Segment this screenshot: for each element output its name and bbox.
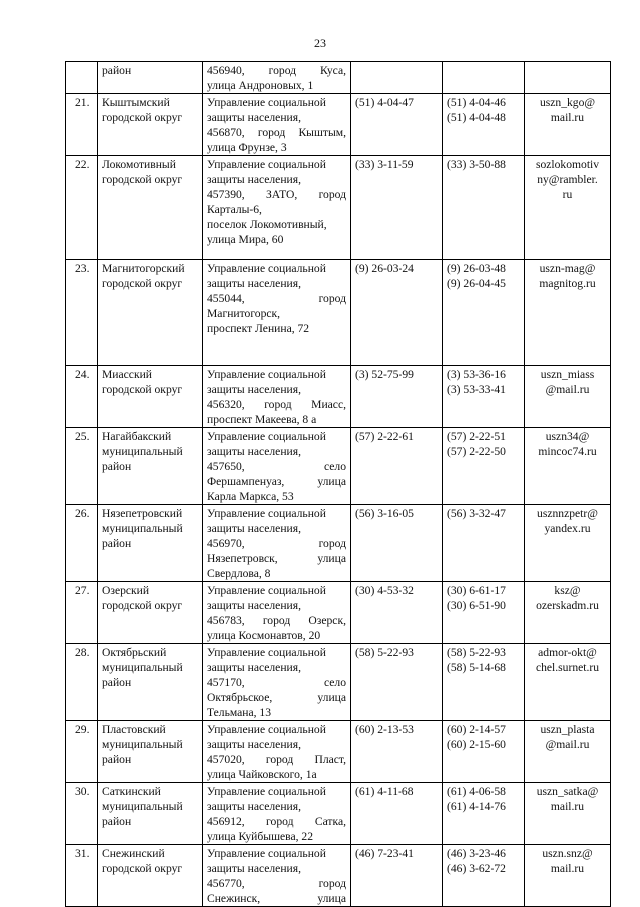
table-row xyxy=(66,582,611,644)
phone-line: (60) 2-13-53 xyxy=(355,723,414,736)
municipality-name-line: район xyxy=(102,537,132,550)
email-line[interactable]: ny@rambler. xyxy=(537,173,598,186)
municipality-name-cell xyxy=(98,62,203,94)
email-line[interactable]: @mail.ru xyxy=(545,738,590,751)
municipality-name-line: муниципальный xyxy=(102,661,183,674)
table-row xyxy=(66,366,611,428)
municipality-name-line: Миасский xyxy=(102,368,152,381)
address-cell xyxy=(203,582,351,644)
row-number: 31. xyxy=(66,845,98,907)
address-line: 456940, город Куса, xyxy=(207,64,346,77)
phone-line: (3) 52-75-99 xyxy=(355,368,414,381)
municipality-name-cell xyxy=(98,428,203,505)
fax-cell xyxy=(443,62,525,94)
municipality-name-line: район xyxy=(102,460,132,473)
municipality-name-line: Саткинский xyxy=(102,785,161,798)
address-line: защиты населения, xyxy=(207,111,301,124)
address-line: Управление социальной xyxy=(207,96,326,109)
phone-cell xyxy=(351,582,443,644)
fax-line: (51) 4-04-46 xyxy=(447,96,506,109)
email-cell xyxy=(525,94,611,156)
municipality-name-line: Октябрьский xyxy=(102,646,167,659)
address-cell xyxy=(203,260,351,366)
address-line: защиты населения, xyxy=(207,445,301,458)
email-line[interactable]: mail.ru xyxy=(550,111,585,124)
email-cell xyxy=(525,783,611,845)
fax-line: (46) 3-62-72 xyxy=(447,862,506,875)
address-line: Управление социальной xyxy=(207,158,326,171)
table-row xyxy=(66,260,611,366)
email-line[interactable]: uszn_satka@ xyxy=(536,785,599,798)
fax-line: (9) 26-03-48 xyxy=(447,262,506,275)
email-line[interactable]: mail.ru xyxy=(550,862,585,875)
fax-line: (57) 2-22-51 xyxy=(447,430,506,443)
address-line: защиты населения, xyxy=(207,522,301,535)
address-line: 457650, село xyxy=(207,460,346,473)
fax-line: (61) 4-06-58 xyxy=(447,785,506,798)
address-line: 456770, город xyxy=(207,877,346,890)
fax-line: (33) 3-50-88 xyxy=(447,158,506,171)
address-line: Свердлова, 8 xyxy=(207,567,271,580)
address-line: Управление социальной xyxy=(207,646,326,659)
municipality-name-line: Нагайбакский xyxy=(102,430,172,443)
page-number: 23 xyxy=(314,36,326,50)
phone-line: (61) 4-11-68 xyxy=(355,785,414,798)
phone-line: (30) 4-53-32 xyxy=(355,584,414,597)
municipality-name-line: муниципальный xyxy=(102,800,183,813)
row-number: 22. xyxy=(66,156,98,260)
address-line: Октябрьское, улица xyxy=(207,691,346,704)
municipality-name-line: Озерский xyxy=(102,584,150,597)
address-line: Магнитогорск, xyxy=(207,307,281,320)
address-line: Управление социальной xyxy=(207,584,326,597)
address-line: Управление социальной xyxy=(207,430,326,443)
email-line[interactable]: yandex.ru xyxy=(544,522,591,535)
municipality-name-cell xyxy=(98,366,203,428)
municipality-name-line: Кыштымский xyxy=(102,96,170,109)
phone-cell xyxy=(351,644,443,721)
municipality-name-cell xyxy=(98,582,203,644)
row-number: 29. xyxy=(66,721,98,783)
email-cell xyxy=(525,644,611,721)
municipality-name-line: городской округ xyxy=(102,111,183,124)
municipality-name-cell xyxy=(98,721,203,783)
municipality-name-cell xyxy=(98,644,203,721)
email-line[interactable]: uszn_plasta xyxy=(540,723,595,736)
phone-cell xyxy=(351,156,443,260)
fax-line: (51) 4-04-48 xyxy=(447,111,506,124)
email-line[interactable]: sozlokomotiv xyxy=(535,158,600,171)
fax-cell xyxy=(443,505,525,582)
address-line: 456970, город xyxy=(207,537,346,550)
address-line: 456912, город Сатка, xyxy=(207,815,346,828)
fax-cell xyxy=(443,366,525,428)
address-line: защиты населения, xyxy=(207,277,301,290)
address-line: Управление социальной xyxy=(207,368,326,381)
address-cell xyxy=(203,644,351,721)
fax-cell xyxy=(443,582,525,644)
email-cell xyxy=(525,582,611,644)
email-line[interactable]: magnitog.ru xyxy=(539,277,596,290)
address-cell xyxy=(203,62,351,94)
fax-line: (3) 53-36-16 xyxy=(447,368,506,381)
address-line: 456783, город Озерск, xyxy=(207,614,346,627)
address-cell xyxy=(203,721,351,783)
fax-line: (30) 6-61-17 xyxy=(447,584,506,597)
address-line: Управление социальной xyxy=(207,723,326,736)
fax-cell xyxy=(443,644,525,721)
municipality-name-line: муниципальный xyxy=(102,522,183,535)
email-line[interactable]: mincoc74.ru xyxy=(538,445,597,458)
address-cell xyxy=(203,428,351,505)
email-line[interactable]: ru xyxy=(562,188,573,201)
phone-line: (56) 3-16-05 xyxy=(355,507,414,520)
table-row xyxy=(66,505,611,582)
address-line: Управление социальной xyxy=(207,507,326,520)
fax-cell xyxy=(443,721,525,783)
table-row xyxy=(66,62,611,94)
address-line: проспект Ленина, 72 xyxy=(207,322,310,335)
municipality-name-cell xyxy=(98,260,203,366)
municipality-name-line: район xyxy=(102,815,132,828)
email-line[interactable]: usznnzpetr@ xyxy=(537,507,598,520)
address-line: Карталы-6, xyxy=(207,203,262,216)
email-line[interactable]: uszn-mag@ xyxy=(539,262,596,275)
email-line[interactable]: uszn34@ xyxy=(545,430,590,443)
municipality-name-line: муниципальный xyxy=(102,738,183,751)
address-line: 457390, ЗАТО, город xyxy=(207,188,346,201)
table-row xyxy=(66,428,611,505)
phone-line: (57) 2-22-61 xyxy=(355,430,414,443)
municipality-name-cell xyxy=(98,845,203,907)
email-cell xyxy=(525,721,611,783)
row-number: 26. xyxy=(66,505,98,582)
address-line: защиты населения, xyxy=(207,862,301,875)
phone-line: (33) 3-11-59 xyxy=(355,158,414,171)
email-cell xyxy=(525,156,611,260)
email-cell xyxy=(525,62,611,94)
municipality-name-line: городской округ xyxy=(102,277,183,290)
fax-line: (58) 5-22-93 xyxy=(447,646,506,659)
table-body xyxy=(66,62,611,907)
municipality-name-line: городской округ xyxy=(102,383,183,396)
address-line: Управление социальной xyxy=(207,262,326,275)
address-line: защиты населения, xyxy=(207,383,301,396)
address-line: улица Чайковского, 1а xyxy=(207,768,317,781)
phone-cell xyxy=(351,783,443,845)
municipality-name-line: Магнитогорский xyxy=(102,262,185,275)
fax-line: (46) 3-23-46 xyxy=(447,847,506,860)
email-line[interactable]: chel.surnet.ru xyxy=(535,661,600,674)
municipality-name-line: городской округ xyxy=(102,862,183,875)
table-row xyxy=(66,156,611,260)
fax-line: (60) 2-14-57 xyxy=(447,723,506,736)
phone-cell xyxy=(351,366,443,428)
fax-line: (61) 4-14-76 xyxy=(447,800,506,813)
address-line: Карла Маркса, 53 xyxy=(207,490,294,503)
address-line: улица Андроновых, 1 xyxy=(207,79,314,92)
address-line: Управление социальной xyxy=(207,847,326,860)
municipality-name-cell xyxy=(98,156,203,260)
row-number: 24. xyxy=(66,366,98,428)
fax-line: (60) 2-15-60 xyxy=(447,738,506,751)
fax-cell xyxy=(443,156,525,260)
email-line[interactable]: @mail.ru xyxy=(545,383,590,396)
email-line[interactable]: uszn_miass xyxy=(540,368,595,381)
address-line: 455044, город xyxy=(207,292,346,305)
phone-cell xyxy=(351,428,443,505)
municipality-name-line: Локомотивный xyxy=(102,158,176,171)
table-row xyxy=(66,721,611,783)
fax-cell xyxy=(443,845,525,907)
municipality-name-cell xyxy=(98,505,203,582)
municipality-name-line: район xyxy=(102,676,132,689)
fax-line: (3) 53-33-41 xyxy=(447,383,506,396)
address-cell xyxy=(203,845,351,907)
table-row xyxy=(66,783,611,845)
row-number: 23. xyxy=(66,260,98,366)
municipality-name-line: Снежинский xyxy=(102,847,165,860)
fax-line: (56) 3-32-47 xyxy=(447,507,506,520)
address-line: 457020, город Пласт, xyxy=(207,753,346,766)
address-line: 456320, город Миасс, xyxy=(207,398,346,411)
email-cell xyxy=(525,845,611,907)
address-line: Нязепетровск, улица xyxy=(207,552,346,565)
phone-cell xyxy=(351,260,443,366)
row-number xyxy=(66,62,98,94)
address-cell xyxy=(203,505,351,582)
fax-cell xyxy=(443,260,525,366)
address-line: защиты населения, xyxy=(207,599,301,612)
address-line: проспект Макеева, 8 а xyxy=(207,413,317,426)
row-number: 27. xyxy=(66,582,98,644)
address-cell xyxy=(203,156,351,260)
address-line: улица Космонавтов, 20 xyxy=(207,629,321,642)
phone-cell xyxy=(351,94,443,156)
address-line: Управление социальной xyxy=(207,785,326,798)
address-line: защиты населения, xyxy=(207,173,301,186)
email-cell xyxy=(525,428,611,505)
email-line[interactable]: ozerskadm.ru xyxy=(536,599,599,612)
phone-cell xyxy=(351,721,443,783)
table-row xyxy=(66,94,611,156)
fax-cell xyxy=(443,783,525,845)
table-row xyxy=(66,644,611,721)
phone-cell xyxy=(351,505,443,582)
row-number: 25. xyxy=(66,428,98,505)
address-cell xyxy=(203,94,351,156)
municipality-name-line: Нязепетровский xyxy=(102,507,183,520)
address-cell xyxy=(203,783,351,845)
address-line: защиты населения, xyxy=(207,800,301,813)
address-line: защиты населения, xyxy=(207,738,301,751)
phone-line: (46) 7-23-41 xyxy=(355,847,414,860)
email-cell xyxy=(525,366,611,428)
phone-line: (9) 26-03-24 xyxy=(355,262,414,275)
fax-cell xyxy=(443,428,525,505)
address-line: защиты населения, xyxy=(207,661,301,674)
fax-line: (57) 2-22-50 xyxy=(447,445,506,458)
email-line[interactable]: ksz@ xyxy=(554,584,581,597)
table-row xyxy=(66,845,611,907)
social-protection-directory-table xyxy=(65,61,611,907)
email-line[interactable]: uszn_kgo@ xyxy=(539,96,596,109)
phone-line: (51) 4-04-47 xyxy=(355,96,414,109)
address-line: Тельмана, 13 xyxy=(207,706,272,719)
row-number: 21. xyxy=(66,94,98,156)
email-line[interactable]: uszn.snz@ xyxy=(542,847,593,860)
address-line: улица Куйбышева, 22 xyxy=(207,830,314,843)
municipality-name-line: район xyxy=(102,64,132,77)
fax-line: (9) 26-04-45 xyxy=(447,277,506,290)
email-cell xyxy=(525,505,611,582)
phone-cell xyxy=(351,62,443,94)
address-line: 456870, город Кыштым, xyxy=(207,126,346,139)
address-line: Снежинск, улица xyxy=(207,892,346,905)
address-line: поселок Локомотивный, xyxy=(207,218,327,231)
municipality-name-line: городской округ xyxy=(102,599,183,612)
email-cell xyxy=(525,260,611,366)
municipality-name-line: муниципальный xyxy=(102,445,183,458)
phone-cell xyxy=(351,845,443,907)
fax-line: (58) 5-14-68 xyxy=(447,661,506,674)
municipality-name-line: район xyxy=(102,753,132,766)
address-line: Фершампенуаз, улица xyxy=(207,475,346,488)
municipality-name-line: Пластовский xyxy=(102,723,166,736)
municipality-name-line: городской округ xyxy=(102,173,183,186)
fax-line: (30) 6-51-90 xyxy=(447,599,506,612)
phone-line: (58) 5-22-93 xyxy=(355,646,414,659)
municipality-name-cell xyxy=(98,94,203,156)
email-line[interactable]: admor-okt@ xyxy=(538,646,597,659)
row-number: 30. xyxy=(66,783,98,845)
address-cell xyxy=(203,366,351,428)
address-line: улица Мира, 60 xyxy=(207,233,284,246)
address-line: улица Фрунзе, 3 xyxy=(207,141,287,154)
address-line: 457170, село xyxy=(207,676,346,689)
fax-cell xyxy=(443,94,525,156)
row-number: 28. xyxy=(66,644,98,721)
municipality-name-cell xyxy=(98,783,203,845)
email-line[interactable]: mail.ru xyxy=(550,800,585,813)
